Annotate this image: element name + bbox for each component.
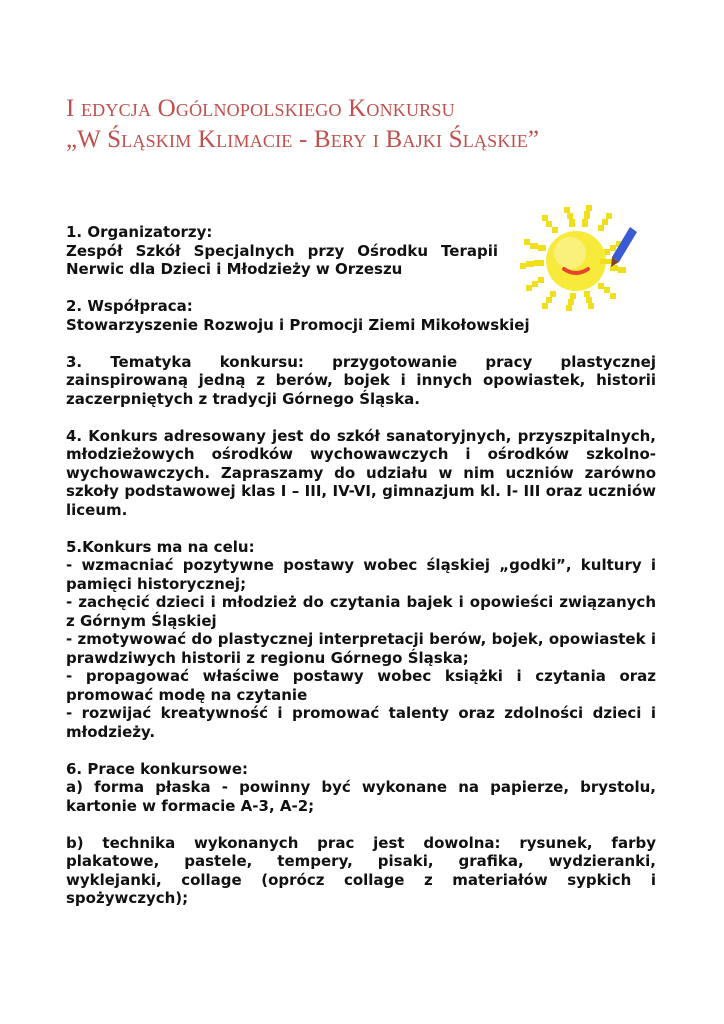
- goal-item: - zachęcić dzieci i młodzież do czytania bajek i opowieści związanych z Górnym Śląskiej: [66, 593, 656, 630]
- section-theme: 3. Tematyka konkursu: przygotowanie pracy plastycznej zainspirowaną jedną z berów, bojek i innych opowiastek, historii zaczerpniętych z tradycji Górnego Śląska.: [66, 352, 656, 408]
- works-technique: b) technika wykonanych prac jest dowolna: rysunek, farby plakatowe, pastele, tempery, pisaki, grafika, wydzieranki, wyklejanki, collage (oprócz collage z materiałów sypkich i spożywczych);: [66, 833, 656, 907]
- goal-item: - propagować właściwe postawy wobec książki i czytania oraz promować modę na czytanie: [66, 667, 656, 704]
- section-works: [66, 760, 656, 816]
- cooperation-heading: 2. Współpraca:: [66, 297, 193, 315]
- section-addressees: 4. Konkurs adresowany jest do szkół sanatoryjnych, przyszpitalnych, młodzieżowych ośrodków wychowawczych i ośrodków szkolno-wychowawczych. Zapraszamy do udziału w nim uczniów zarówno szkoły podstawowej klas I – III, IV-VI, gimnazjum kl. I- III oraz uczniów liceum.: [66, 426, 656, 519]
- organizers-line-2: Nerwic dla Dzieci i Młodzieży w Orzeszu: [66, 260, 403, 278]
- organizers-heading: 1. Organizatorzy:: [66, 223, 213, 241]
- goals-heading: 5.Konkurs ma na celu:: [66, 537, 255, 556]
- section-organizers: [66, 223, 656, 279]
- goal-item: - rozwijać kreatywność i promować talenty oraz zdolności dzieci i młodzieży.: [66, 704, 656, 741]
- goal-item: - wzmacniać pozytywne postawy wobec śląskiej „godki”, kultury i pamięci historycznej;: [66, 556, 656, 593]
- title-line-1: I edycja Ogólnopolskiego Konkursu: [66, 95, 455, 122]
- section-cooperation: [66, 297, 656, 334]
- organizers-line-1: Zespół Szkół Specjalnych przy Ośrodku Terapii: [66, 241, 498, 260]
- document-body: [66, 223, 656, 926]
- goal-item: - zmotywować do plastycznej interpretacji berów, bojek, opowiastek i prawdziwych historii z regionu Górnego Śląska;: [66, 630, 656, 667]
- works-form: a) forma płaska - powinny być wykonane na papierze, brystolu, kartonie w formacie A-3, A-2;: [66, 778, 656, 815]
- document-title: [66, 93, 686, 155]
- title-line-2: „W Śląskim Klimacie - Bery i Bajki Śląskie”: [66, 126, 540, 153]
- section-goals: [66, 538, 656, 742]
- works-heading: 6. Prace konkursowe:: [66, 759, 249, 778]
- cooperation-text: Stowarzyszenie Rozwoju i Promocji Ziemi Mikołowskiej: [66, 315, 530, 334]
